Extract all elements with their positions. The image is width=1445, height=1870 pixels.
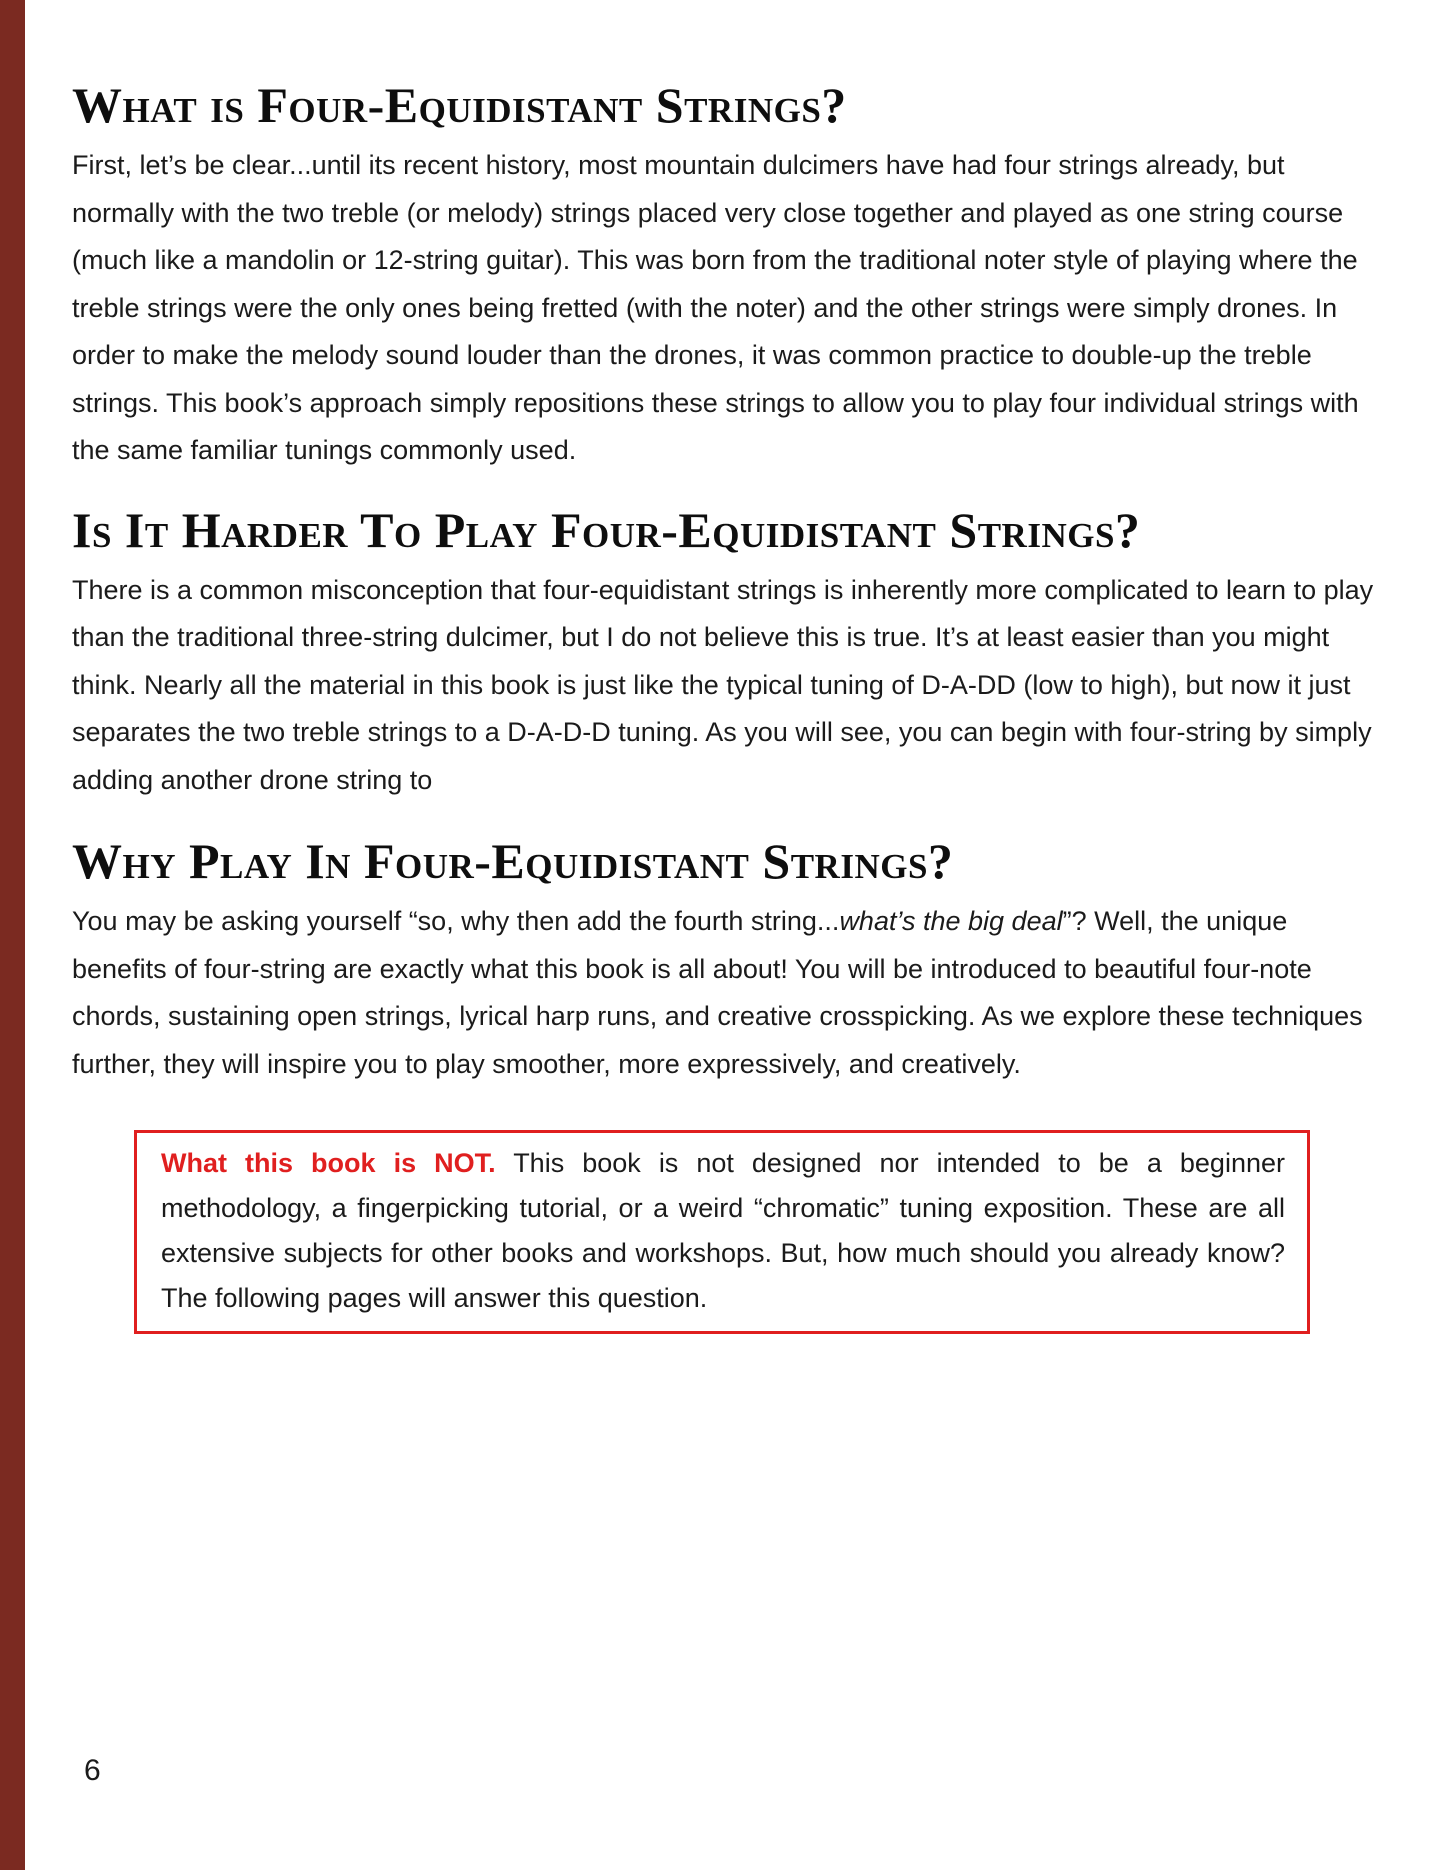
section-body-why-play xyxy=(72,898,1380,1088)
section-is-it-harder xyxy=(72,501,1380,805)
why-play-text-before-italic: You may be asking yourself “so, why then add the fourth string... xyxy=(72,906,840,936)
callout-box xyxy=(134,1130,1310,1334)
section-body-is-it-harder: There is a common misconception that four-equidistant strings is inherently more complicated to learn to play than the traditional three-string dulcimer, but I do not believe this is true. It’s at least easier than you might think. Nearly all the material in this book is just like the typical tuning of D-A-DD (low to high), but now it just separates the two treble strings to a D-A-D-D tuning. As you will see, you can begin with four-string by simply adding another drone string to xyxy=(72,574,1374,795)
section-why-play xyxy=(72,833,1380,1088)
page-content xyxy=(72,77,1380,1334)
callout-lead: What this book is NOT. xyxy=(161,1148,496,1178)
section-body-what-is: First, let’s be clear...until its recent history, most mountain dulcimers have had four strings already, but normally with the two treble (or melody) strings placed very close together and played as one string course (much like a mandolin or 12-string guitar). This was born from the traditional noter style of playing where the treble strings were the only ones being fretted (with the noter) and the other strings were simply drones. In order to make the melody sound louder than the drones, it was common practice to double-up the treble strings. This book’s approach simply repositions these strings to allow you to play four individual strings with the same familiar tunings commonly used. xyxy=(72,150,1359,465)
section-heading-what-is: What is Four-Equidistant Strings? xyxy=(72,77,847,133)
section-heading-why-play: Why Play In Four-Equidistant Strings? xyxy=(72,833,954,889)
page-number: 6 xyxy=(84,1754,101,1787)
callout-text: This book is not designed nor intended to be a beginner methodology, a fingerpicking tutorial, or a weird “chromatic” tuning exposition. These are all extensive subjects for other books and workshops. But, how much should you already know? The following pages will answer this question. xyxy=(161,1148,1285,1313)
section-what-is xyxy=(72,77,1380,475)
why-play-text-after-italic: ”? Well, the unique benefits of four-string are exactly what this book is all about! You will be introduced to beautiful four-note chords, sustaining open strings, lyrical harp runs, and creative crosspicking. As we explore these techniques further, they will inspire you to play smoother, more expressively, and creatively. xyxy=(72,906,1363,1079)
why-play-text-italic: what’s the big deal xyxy=(839,906,1063,936)
left-accent-bar xyxy=(0,0,25,1870)
section-heading-is-it-harder: Is It Harder To Play Four-Equidistant Strings? xyxy=(72,501,1141,558)
